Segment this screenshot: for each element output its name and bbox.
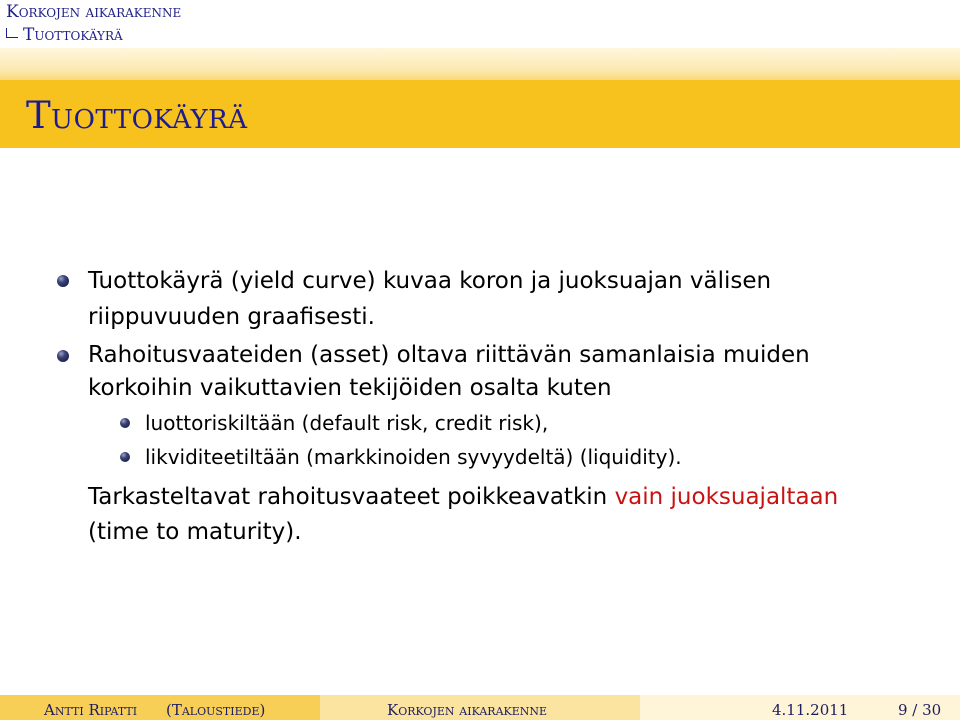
header-gradient-strip [0,48,960,70]
item-2-line-2: korkoihin vaikuttavien tekijöiden osalta kuten [88,375,612,401]
sub-item-2: likviditeetiltään (markkinoiden syvyydeltä) (liquidity). [145,445,682,469]
item-1-line-2: riippuvuuden graafisesti. [88,304,375,330]
footer-author-box [0,695,320,720]
paragraph-line-2: (time to maturity). [88,519,302,545]
item-1-line-1: Tuottokäyrä (yield curve) kuvaa koron ja juoksuajan välisen [88,268,772,294]
sub-item-1: luottoriskiltään (default risk, credit risk), [145,411,549,435]
header-navigation [0,0,960,48]
footer-short-title[interactable]: Korkojen aikarakenne [387,701,548,719]
footer-title-box [320,695,640,720]
nav-subsection-label: Tuottokäyrä [23,25,123,45]
highlighted-phrase: vain juoksuajaltaan [614,484,839,510]
footer-author: Antti Ripatti [44,701,138,719]
nav-subsection[interactable] [6,25,123,45]
footer-info-box [640,695,960,720]
bullet-icon [57,275,69,287]
footer-date: 4.11.2011 [772,701,849,719]
paragraph-text: Tarkasteltavat rahoitusvaateet poikkeavatkin [88,484,608,510]
sub-bullet-icon [120,418,130,428]
header-gradient-strip-lower [0,70,960,80]
footer [0,695,960,720]
frame-title: Tuottokäyrä [26,94,248,137]
nav-section-link[interactable]: Korkojen aikarakenne [6,2,182,22]
paragraph-line-1 [88,486,838,509]
bullet-icon [57,350,69,362]
sub-bullet-icon [120,452,130,462]
tree-elbow-icon [6,28,18,38]
footer-affiliation: (Taloustiede) [166,701,266,719]
footer-page-number: 9 / 30 [898,701,942,719]
item-2-line-1: Rahoitusvaateiden (asset) oltava riittävän samanlaisia muiden [88,342,810,368]
